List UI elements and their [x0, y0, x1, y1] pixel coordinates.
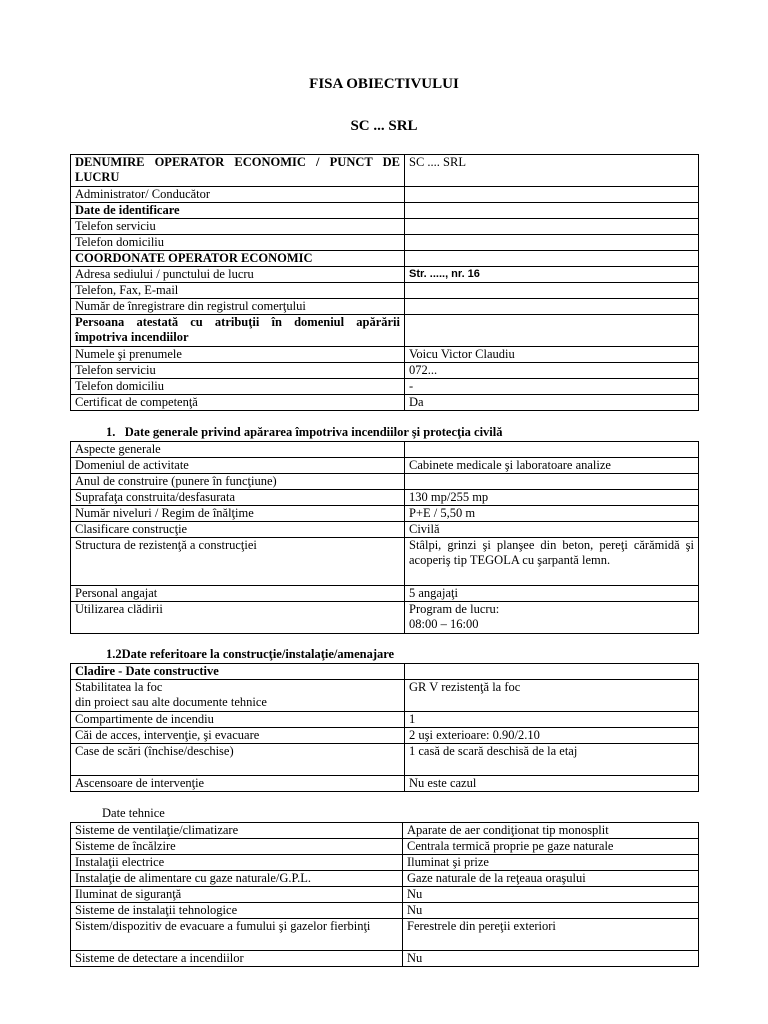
- table-row: [71, 522, 699, 538]
- table-row: [71, 680, 699, 712]
- table-row: [71, 395, 699, 411]
- label-cell: Structura de rezistenţă a construcţiei: [71, 538, 405, 586]
- label-cell: Numele şi prenumele: [71, 347, 405, 363]
- label-cell: Persoana atestată cu atribuţii în domeniul apărării împotriva incendiilor: [71, 315, 405, 347]
- label-cell: Instalaţie de alimentare cu gaze naturale/G.P.L.: [71, 871, 403, 887]
- schedule-label: Program de lucru:: [409, 602, 500, 616]
- label-cell: Administrator/ Conducător: [71, 187, 405, 203]
- value-cell: GR V rezistenţă la foc: [405, 680, 699, 712]
- value-cell: Nu este cazul: [405, 776, 699, 792]
- label-cell: Sisteme de încălzire: [71, 839, 403, 855]
- label-line: din proiect sau alte documente tehnice: [75, 695, 267, 709]
- label-cell: Ascensoare de intervenţie: [71, 776, 405, 792]
- label-cell: [71, 680, 405, 712]
- label-cell: Personal angajat: [71, 586, 405, 602]
- label-cell: Date de identificare: [71, 203, 405, 219]
- label-cell: Instalaţii electrice: [71, 855, 403, 871]
- table-row: [71, 951, 699, 967]
- label-cell: Compartimente de incendiu: [71, 712, 405, 728]
- label-cell: Număr de înregistrare din registrul comerţului: [71, 299, 405, 315]
- table-row: [71, 442, 699, 458]
- label-cell: Cladire - Date constructive: [71, 664, 405, 680]
- value-cell: Ferestrele din pereţii exteriori: [403, 919, 699, 951]
- value-cell: [405, 203, 699, 219]
- value-cell: Gaze naturale de la reţeaua oraşului: [403, 871, 699, 887]
- label-cell: Adresa sediului / punctului de lucru: [71, 267, 405, 283]
- table-row: [71, 903, 699, 919]
- value-cell: P+E / 5,50 m: [405, 506, 699, 522]
- value-cell: Cabinete medicale şi laboratoare analize: [405, 458, 699, 474]
- label-cell: Domeniul de activitate: [71, 458, 405, 474]
- table-row: [71, 203, 699, 219]
- company-name: SC ... SRL: [350, 118, 418, 134]
- value-cell: Str. ....., nr. 16: [405, 267, 699, 283]
- table-row: [71, 506, 699, 522]
- value-cell: [405, 299, 699, 315]
- label-cell: Utilizarea clădirii: [71, 602, 405, 634]
- table-row: [71, 728, 699, 744]
- label-cell: Telefon domiciliu: [71, 379, 405, 395]
- table-row: [71, 155, 699, 187]
- table-row: [71, 267, 699, 283]
- table-row: [71, 283, 699, 299]
- table-row: [71, 315, 699, 347]
- value-cell: [405, 251, 699, 267]
- value-cell: [405, 187, 699, 203]
- value-cell: Voicu Victor Claudiu: [405, 347, 699, 363]
- label-cell: Sistem/dispozitiv de evacuare a fumului şi gazelor fierbinţi: [71, 919, 403, 951]
- table-row: [71, 586, 699, 602]
- section-title: Date generale privind apărarea împotriva incendiilor şi protecţia civilă: [124, 425, 503, 439]
- label-cell: Căi de acces, intervenţie, şi evacuare: [71, 728, 405, 744]
- table-row: [71, 379, 699, 395]
- label-cell: Telefon, Fax, E-mail: [71, 283, 405, 299]
- value-cell: 1 casă de scară deschisă de la etaj: [405, 744, 699, 776]
- section-1-2-heading: 1.2Date referitoare la construcţie/instalaţie/amenajare: [106, 647, 395, 661]
- value-cell: [405, 664, 699, 680]
- operator-table: [70, 154, 699, 411]
- label-cell: Aspecte generale: [71, 442, 405, 458]
- value-cell: Da: [405, 395, 699, 411]
- construction-table: [70, 663, 699, 792]
- table-row: [71, 744, 699, 776]
- label-cell: Telefon serviciu: [71, 363, 405, 379]
- value-cell: [405, 442, 699, 458]
- table-row: [71, 219, 699, 235]
- value-cell: Centrala termică proprie pe gaze naturale: [403, 839, 699, 855]
- table-row: [71, 235, 699, 251]
- table-row: [71, 299, 699, 315]
- table-row: [71, 887, 699, 903]
- table-row: [71, 187, 699, 203]
- section-number: 1.: [106, 425, 116, 439]
- table-row: [71, 712, 699, 728]
- table-row: [71, 347, 699, 363]
- label-cell: Sisteme de detectare a incendiilor: [71, 951, 403, 967]
- label-cell: Număr niveluri / Regim de înălţime: [71, 506, 405, 522]
- table-row: [71, 823, 699, 839]
- table-row: [71, 839, 699, 855]
- label-line: Stabilitatea la foc: [75, 680, 163, 694]
- technical-table: [70, 822, 699, 967]
- value-cell: Aparate de aer condiţionat tip monosplit: [403, 823, 699, 839]
- table-row: [71, 458, 699, 474]
- value-cell: 2 uşi exterioare: 0.90/2.10: [405, 728, 699, 744]
- label-cell: Certificat de competenţă: [71, 395, 405, 411]
- label-cell: COORDONATE OPERATOR ECONOMIC: [71, 251, 405, 267]
- table-row: [71, 664, 699, 680]
- value-cell: 5 angajaţi: [405, 586, 699, 602]
- table-row: [71, 855, 699, 871]
- label-cell: Case de scări (închise/deschise): [71, 744, 405, 776]
- value-cell: 072...: [405, 363, 699, 379]
- table-row: [71, 538, 699, 586]
- value-cell: SC .... SRL: [405, 155, 699, 187]
- label-cell: Sisteme de ventilaţie/climatizare: [71, 823, 403, 839]
- table-row: [71, 776, 699, 792]
- table-row: [71, 919, 699, 951]
- value-cell: Nu: [403, 903, 699, 919]
- value-cell: Stâlpi, grinzi şi planşee din beton, pereţi cărămidă şi acoperiş tip TEGOLA cu şarpantă lemn.: [405, 538, 699, 586]
- table-row: [71, 871, 699, 887]
- document-title: FISA OBIECTIVULUI: [309, 76, 459, 92]
- value-cell: [405, 219, 699, 235]
- schedule-hours: 08:00 – 16:00: [409, 617, 479, 631]
- label-cell: DENUMIRE OPERATOR ECONOMIC / PUNCT DE LUCRU: [71, 155, 405, 187]
- value-cell: [405, 235, 699, 251]
- table-row: [71, 602, 699, 634]
- value-cell: -: [405, 379, 699, 395]
- label-cell: Telefon domiciliu: [71, 235, 405, 251]
- label-cell: Suprafaţa construita/desfasurata: [71, 490, 405, 506]
- label-cell: Telefon serviciu: [71, 219, 405, 235]
- value-cell: Iluminat şi prize: [403, 855, 699, 871]
- table-row: [71, 251, 699, 267]
- label-cell: Sisteme de instalaţii tehnologice: [71, 903, 403, 919]
- label-cell: Iluminat de siguranţă: [71, 887, 403, 903]
- value-cell: Nu: [403, 951, 699, 967]
- value-cell: [405, 602, 699, 634]
- table-row: [71, 490, 699, 506]
- value-cell: [405, 283, 699, 299]
- section-1-heading: [106, 425, 502, 440]
- label-cell: Clasificare construcţie: [71, 522, 405, 538]
- value-cell: 130 mp/255 mp: [405, 490, 699, 506]
- value-cell: Civilă: [405, 522, 699, 538]
- value-cell: 1: [405, 712, 699, 728]
- value-cell: Nu: [403, 887, 699, 903]
- label-cell: Anul de construire (punere în funcţiune): [71, 474, 405, 490]
- value-cell: [405, 315, 699, 347]
- table-row: [71, 363, 699, 379]
- general-data-table: [70, 441, 699, 634]
- value-cell: [405, 474, 699, 490]
- table-row: [71, 474, 699, 490]
- technical-data-heading: Date tehnice: [102, 806, 165, 820]
